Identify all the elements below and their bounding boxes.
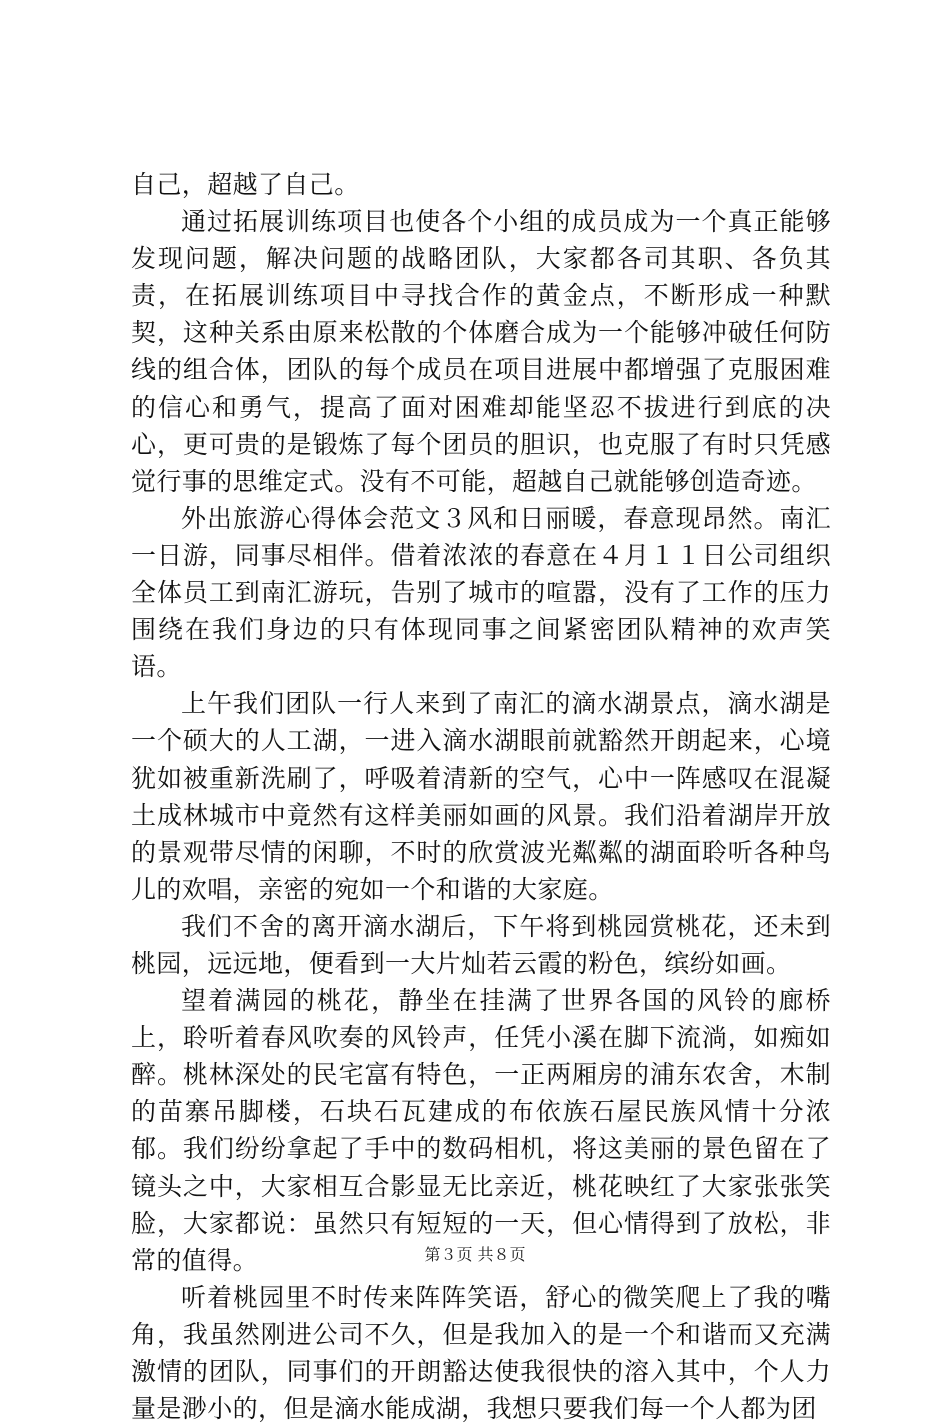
paragraph-peach-blossoms: 望着满园的桃花，静坐在挂满了世界各国的风铃的廊桥上，聆听着春风吹奏的风铃声，任凭小溪在脚下流淌，如痴如醉。桃林深处的民宅富有特色，一正两厢房的浦东农舍，木制的苗寨吊脚楼，石块石瓦建成的布依族石屋民族风情十分浓郁。我们纷纷拿起了手中的数码相机，将这美丽的景色留在了镜头之中，大家相互合影显无比亲近，桃花映红了大家张张笑脸，大家都说：虽然只有短短的一天，但心情得到了放松，非常的值得。 [131, 986, 831, 1275]
page-number-footer: 第３页 共８页 [424, 1245, 526, 1264]
paragraph-peach-garden-arrival: 我们不舍的离开滴水湖后，下午将到桃园赏桃花，还未到桃园，远远地，便看到一大片灿若云霞的粉色，缤纷如画。 [131, 911, 831, 978]
paragraph-travel-intro: 外出旅游心得体会范文３风和日丽暖，春意现昂然。南汇一日游，同事尽相伴。借着浓浓的春意在４月１１日公司组织全体员工到南汇游玩，告别了城市的喧嚣，没有了工作的压力围绕在我们身边的只有体现同事之间紧密团队精神的欢声笑语。 [131, 503, 831, 682]
paragraph-dishui-lake: 上午我们团队一行人来到了南汇的滴水湖景点，滴水湖是一个硕大的人工湖，一进入滴水湖眼前就豁然开朗起来，心境犹如被重新洗刷了，呼吸着清新的空气，心中一阵感叹在混凝土成林城市中竟然有这样美丽如画的风景。我们沿着湖岸开放的景观带尽情的闲聊，不时的欣赏波光粼粼的湖面聆听各种鸟儿的欢唱，亲密的宛如一个和谐的大家庭。 [131, 689, 831, 904]
paragraph-team-reflection: 听着桃园里不时传来阵阵笑语，舒心的微笑爬上了我的嘴角，我虽然刚进公司不久，但是我加入的是一个和谐而又充满激情的团队，同事们的开朗豁达使我很快的溶入其中，个人力量是渺小的，但是滴水能成湖，我想只要我们每一个人都为团 [131, 1282, 831, 1424]
paragraph-continuation: 自己，超越了自己。 [131, 170, 360, 199]
document-body [131, 166, 831, 1427]
paragraph-team-training: 通过拓展训练项目也使各个小组的成员成为一个真正能够发现问题，解决问题的战略团队，大家都各司其职、各负其责，在拓展训练项目中寻找合作的黄金点，不断形成一种默契，这种关系由原来松散的个体磨合成为一个能够冲破任何防线的组合体，团队的每个成员在项目进展中都增强了克服困难的信心和勇气，提高了面对困难却能坚忍不拔进行到底的决心，更可贵的是锻炼了每个团员的胆识，也克服了有时只凭感觉行事的思维定式。没有不可能，超越自己就能够创造奇迹。 [131, 207, 831, 496]
